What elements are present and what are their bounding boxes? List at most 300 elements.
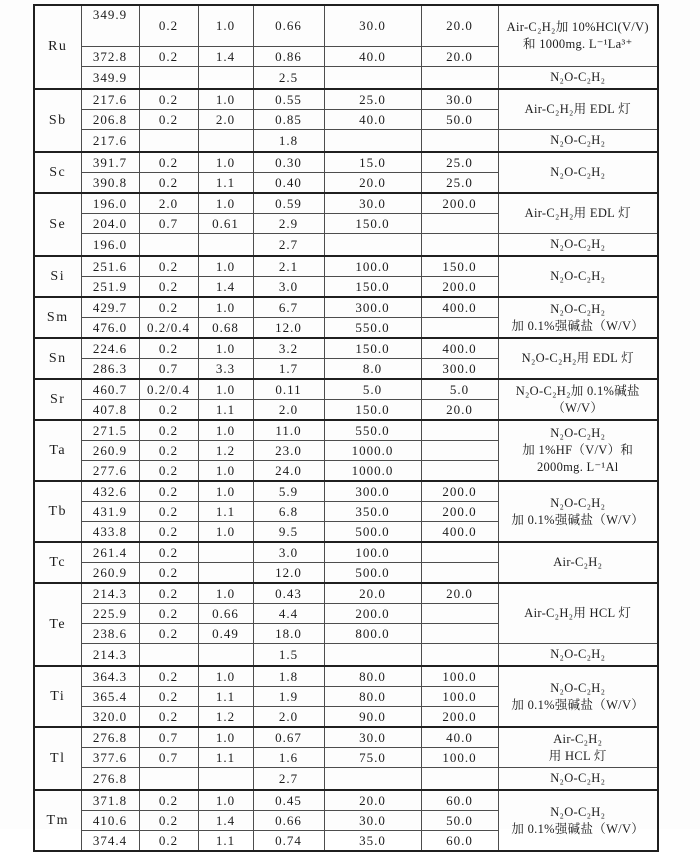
value-cell: 0.2 [139, 256, 198, 277]
element-parameters-table [33, 4, 659, 852]
value-cell [421, 624, 498, 644]
note-cell [498, 768, 658, 791]
value-cell: 400.0 [421, 522, 498, 543]
value-cell: 1.0 [198, 790, 253, 811]
value-cell: 500.0 [324, 522, 421, 543]
value-cell: 5.0 [421, 379, 498, 400]
note-line: N₂O-C₂H₂ [550, 680, 606, 695]
value-cell [324, 644, 421, 667]
value-cell: 0.61 [198, 214, 253, 234]
note-line: 2000mg. L⁻¹Al [536, 460, 619, 474]
value-cell: 20.0 [324, 583, 421, 604]
value-cell: 800.0 [324, 624, 421, 644]
value-cell: 40.0 [324, 47, 421, 67]
note-line: Air-C₂H₂ [553, 555, 603, 569]
element-symbol: Tl [34, 727, 81, 790]
value-cell: 1.4 [198, 811, 253, 831]
value-cell: 5.9 [253, 481, 324, 502]
value-cell: 1.1 [198, 748, 253, 768]
note-line: 加 0.1%强碱盐（W/V） [511, 512, 645, 527]
note-line: 加 1%HF（V/V）和 [522, 443, 634, 457]
value-cell: 2.0 [253, 400, 324, 421]
note-cell [498, 583, 658, 644]
wavelength-cell: 374.4 [81, 831, 139, 852]
value-cell: 12.0 [253, 318, 324, 339]
note-line: N₂O-C₂H₂ [550, 804, 606, 819]
value-cell [421, 214, 498, 234]
value-cell: 200.0 [421, 707, 498, 728]
note-cell [498, 89, 658, 130]
value-cell [198, 542, 253, 563]
element-symbol: Si [34, 256, 81, 297]
value-cell [198, 768, 253, 791]
value-cell [324, 768, 421, 791]
value-cell [324, 130, 421, 153]
value-cell: 0.2 [139, 338, 198, 359]
value-cell [421, 234, 498, 257]
note-line: N₂O-C₂H₂ [550, 165, 606, 179]
value-cell: 0.66 [253, 5, 324, 47]
value-cell: 1.1 [198, 687, 253, 707]
value-cell [421, 542, 498, 563]
wavelength-cell: 365.4 [81, 687, 139, 707]
value-cell: 3.0 [253, 542, 324, 563]
note-line: N₂O-C₂H₂ [550, 771, 606, 785]
value-cell [421, 420, 498, 441]
value-cell [421, 130, 498, 153]
value-cell: 1.0 [198, 152, 253, 173]
value-cell: 550.0 [324, 420, 421, 441]
note-line: 加 0.1%强碱盐（W/V） [511, 318, 645, 333]
value-cell [139, 234, 198, 257]
wavelength-cell: 260.9 [81, 563, 139, 584]
value-cell [198, 234, 253, 257]
value-cell [421, 644, 498, 667]
value-cell: 0.2 [139, 297, 198, 318]
note-cell [498, 666, 658, 727]
note-line: 加 0.1%强碱盐（W/V） [511, 821, 645, 836]
value-cell: 1.0 [198, 583, 253, 604]
value-cell: 2.9 [253, 214, 324, 234]
value-cell: 1.0 [198, 727, 253, 748]
value-cell: 2.7 [253, 234, 324, 257]
element-symbol: Tc [34, 542, 81, 583]
value-cell: 0.7 [139, 748, 198, 768]
value-cell: 1.0 [198, 420, 253, 441]
value-cell: 0.2 [139, 400, 198, 421]
value-cell: 11.0 [253, 420, 324, 441]
value-cell: 4.4 [253, 604, 324, 624]
value-cell: 0.2 [139, 666, 198, 687]
value-cell: 18.0 [253, 624, 324, 644]
value-cell: 30.0 [324, 5, 421, 47]
value-cell: 1000.0 [324, 441, 421, 461]
value-cell: 0.86 [253, 47, 324, 67]
table-row [34, 152, 658, 173]
wavelength-cell: 320.0 [81, 707, 139, 728]
value-cell: 1.1 [198, 831, 253, 852]
value-cell: 3.3 [198, 359, 253, 380]
value-cell: 20.0 [421, 583, 498, 604]
value-cell [198, 130, 253, 153]
note-line: N₂O-C₂H₂ [550, 269, 606, 283]
value-cell: 80.0 [324, 687, 421, 707]
value-cell: 1.0 [198, 461, 253, 482]
note-cell [498, 727, 658, 768]
value-cell [324, 67, 421, 90]
value-cell: 3.0 [253, 277, 324, 298]
value-cell: 50.0 [421, 110, 498, 130]
value-cell: 0.68 [198, 318, 253, 339]
note-line: Air-C₂H₂ [553, 731, 603, 746]
wavelength-cell: 214.3 [81, 583, 139, 604]
table-row [34, 790, 658, 811]
value-cell: 0.2 [139, 790, 198, 811]
value-cell: 0.2 [139, 89, 198, 110]
value-cell: 0.2 [139, 583, 198, 604]
note-line: N₂O-C₂H₂ [550, 237, 606, 251]
table-row [34, 5, 658, 47]
value-cell: 0.2 [139, 687, 198, 707]
value-cell: 0.2 [139, 110, 198, 130]
wavelength-cell: 217.6 [81, 89, 139, 110]
value-cell: 0.2 [139, 811, 198, 831]
note-cell [498, 5, 658, 67]
wavelength-cell: 364.3 [81, 666, 139, 687]
value-cell: 25.0 [421, 152, 498, 173]
value-cell: 0.30 [253, 152, 324, 173]
note-cell [498, 790, 658, 851]
value-cell: 0.74 [253, 831, 324, 852]
wavelength-cell: 390.8 [81, 173, 139, 194]
value-cell: 0.2 [139, 522, 198, 543]
element-symbol: Sb [34, 89, 81, 152]
value-cell: 2.0 [253, 707, 324, 728]
table-row [34, 644, 658, 667]
element-symbol: Sc [34, 152, 81, 193]
value-cell: 200.0 [421, 481, 498, 502]
wavelength-cell: 371.8 [81, 790, 139, 811]
value-cell: 0.43 [253, 583, 324, 604]
value-cell: 24.0 [253, 461, 324, 482]
value-cell: 80.0 [324, 666, 421, 687]
wavelength-cell: 349.9 [81, 5, 139, 47]
note-cell [498, 152, 658, 193]
value-cell: 0.66 [198, 604, 253, 624]
value-cell: 0.49 [198, 624, 253, 644]
wavelength-cell: 286.3 [81, 359, 139, 380]
note-line: 用 HCL 灯 [548, 748, 607, 763]
value-cell: 0.2 [139, 563, 198, 584]
note-cell [498, 542, 658, 583]
value-cell: 60.0 [421, 831, 498, 852]
value-cell: 20.0 [324, 790, 421, 811]
value-cell: 1.0 [198, 193, 253, 214]
wavelength-cell: 349.9 [81, 67, 139, 90]
value-cell: 150.0 [324, 277, 421, 298]
value-cell: 200.0 [421, 277, 498, 298]
wavelength-cell: 432.6 [81, 481, 139, 502]
table-row [34, 481, 658, 502]
value-cell: 400.0 [421, 297, 498, 318]
wavelength-cell: 460.7 [81, 379, 139, 400]
element-symbol: Sr [34, 379, 81, 420]
element-symbol: Ta [34, 420, 81, 481]
note-cell [498, 644, 658, 667]
value-cell: 150.0 [324, 400, 421, 421]
wavelength-cell: 276.8 [81, 768, 139, 791]
value-cell: 1.0 [198, 5, 253, 47]
element-symbol: Se [34, 193, 81, 256]
table-row [34, 193, 658, 214]
value-cell: 40.0 [421, 727, 498, 748]
value-cell: 400.0 [421, 338, 498, 359]
table-row [34, 379, 658, 400]
value-cell: 90.0 [324, 707, 421, 728]
value-cell: 0.2 [139, 461, 198, 482]
value-cell: 1.8 [253, 666, 324, 687]
wavelength-cell: 391.7 [81, 152, 139, 173]
value-cell: 12.0 [253, 563, 324, 584]
table-row [34, 727, 658, 748]
value-cell: 1000.0 [324, 461, 421, 482]
value-cell [421, 67, 498, 90]
value-cell: 20.0 [324, 173, 421, 194]
note-cell [498, 379, 658, 420]
element-symbol: Tb [34, 481, 81, 542]
value-cell [139, 768, 198, 791]
value-cell [198, 644, 253, 667]
value-cell: 0.2 [139, 542, 198, 563]
value-cell: 25.0 [421, 173, 498, 194]
element-symbol: Ti [34, 666, 81, 727]
value-cell: 100.0 [324, 256, 421, 277]
value-cell: 1.0 [198, 481, 253, 502]
note-cell [498, 234, 658, 257]
value-cell: 3.2 [253, 338, 324, 359]
value-cell: 0.2 [139, 441, 198, 461]
value-cell: 0.67 [253, 727, 324, 748]
value-cell: 30.0 [324, 193, 421, 214]
note-cell [498, 338, 658, 379]
note-cell [498, 297, 658, 338]
value-cell [421, 768, 498, 791]
value-cell: 0.2/0.4 [139, 379, 198, 400]
value-cell: 1.1 [198, 173, 253, 194]
value-cell: 0.2/0.4 [139, 318, 198, 339]
wavelength-cell: 476.0 [81, 318, 139, 339]
value-cell: 1.0 [198, 89, 253, 110]
value-cell: 0.2 [139, 173, 198, 194]
wavelength-cell: 410.6 [81, 811, 139, 831]
value-cell: 0.7 [139, 214, 198, 234]
wavelength-cell: 372.8 [81, 47, 139, 67]
wavelength-cell: 260.9 [81, 441, 139, 461]
wavelength-cell: 214.3 [81, 644, 139, 667]
value-cell: 1.2 [198, 441, 253, 461]
table-row [34, 67, 658, 90]
value-cell: 30.0 [324, 811, 421, 831]
value-cell: 2.7 [253, 768, 324, 791]
note-cell [498, 256, 658, 297]
wavelength-cell: 261.4 [81, 542, 139, 563]
note-line: N₂O-C₂H₂用 EDL 灯 [521, 351, 634, 365]
value-cell: 1.0 [198, 297, 253, 318]
table-row [34, 338, 658, 359]
value-cell: 0.55 [253, 89, 324, 110]
value-cell: 0.2 [139, 277, 198, 298]
value-cell [198, 67, 253, 90]
table-row [34, 130, 658, 153]
element-symbol: Tm [34, 790, 81, 851]
value-cell: 2.1 [253, 256, 324, 277]
value-cell: 0.2 [139, 47, 198, 67]
note-line: N₂O-C₂H₂ [550, 495, 606, 510]
note-line: （W/V） [552, 400, 604, 415]
table-row [34, 297, 658, 318]
value-cell: 200.0 [421, 193, 498, 214]
note-line: N₂O-C₂H₂ [550, 647, 606, 661]
wavelength-cell: 224.6 [81, 338, 139, 359]
note-line: N₂O-C₂H₂ [550, 426, 606, 440]
value-cell: 1.7 [253, 359, 324, 380]
value-cell: 150.0 [421, 256, 498, 277]
value-cell: 300.0 [324, 481, 421, 502]
value-cell: 25.0 [324, 89, 421, 110]
wavelength-cell: 238.6 [81, 624, 139, 644]
value-cell: 0.2 [139, 624, 198, 644]
value-cell: 30.0 [421, 89, 498, 110]
note-line: N₂O-C₂H₂ [550, 133, 606, 147]
value-cell [139, 67, 198, 90]
note-line: 和 1000mg. L⁻¹La³⁺ [523, 37, 633, 51]
wavelength-cell: 277.6 [81, 461, 139, 482]
value-cell: 100.0 [324, 542, 421, 563]
value-cell: 0.66 [253, 811, 324, 831]
value-cell: 500.0 [324, 563, 421, 584]
note-cell [498, 481, 658, 542]
element-symbol: Te [34, 583, 81, 666]
wavelength-cell: 206.8 [81, 110, 139, 130]
value-cell: 1.6 [253, 748, 324, 768]
wavelength-cell: 217.6 [81, 130, 139, 153]
wavelength-cell: 377.6 [81, 748, 139, 768]
value-cell: 0.7 [139, 727, 198, 748]
wavelength-cell: 196.0 [81, 234, 139, 257]
wavelength-cell: 433.8 [81, 522, 139, 543]
value-cell: 23.0 [253, 441, 324, 461]
value-cell: 6.7 [253, 297, 324, 318]
element-symbol: Sn [34, 338, 81, 379]
note-line: Air-C₂H₂加 10%HCl(V/V) [506, 20, 649, 34]
note-line: N₂O-C₂H₂加 0.1%碱盐 [515, 383, 640, 398]
value-cell: 60.0 [421, 790, 498, 811]
wavelength-cell: 251.9 [81, 277, 139, 298]
value-cell: 0.2 [139, 831, 198, 852]
value-cell: 1.0 [198, 666, 253, 687]
note-line: Air-C₂H₂用 HCL 灯 [524, 606, 632, 620]
wavelength-cell: 431.9 [81, 502, 139, 522]
table-row [34, 256, 658, 277]
value-cell [421, 461, 498, 482]
wavelength-cell: 204.0 [81, 214, 139, 234]
value-cell: 1.0 [198, 256, 253, 277]
element-symbol: Ru [34, 5, 81, 89]
value-cell [421, 563, 498, 584]
wavelength-cell: 196.0 [81, 193, 139, 214]
value-cell: 0.45 [253, 790, 324, 811]
wavelength-cell: 271.5 [81, 420, 139, 441]
value-cell: 0.40 [253, 173, 324, 194]
value-cell [421, 604, 498, 624]
note-line: N₂O-C₂H₂ [550, 301, 606, 316]
value-cell: 50.0 [421, 811, 498, 831]
table-row [34, 420, 658, 441]
value-cell: 1.1 [198, 400, 253, 421]
value-cell: 2.0 [198, 110, 253, 130]
value-cell: 1.4 [198, 277, 253, 298]
note-cell [498, 67, 658, 90]
value-cell: 9.5 [253, 522, 324, 543]
value-cell: 1.4 [198, 47, 253, 67]
value-cell: 2.5 [253, 67, 324, 90]
value-cell [421, 318, 498, 339]
value-cell: 150.0 [324, 214, 421, 234]
value-cell: 300.0 [324, 297, 421, 318]
element-symbol: Sm [34, 297, 81, 338]
wavelength-cell: 429.7 [81, 297, 139, 318]
value-cell: 1.8 [253, 130, 324, 153]
wavelength-cell: 407.8 [81, 400, 139, 421]
value-cell: 0.2 [139, 152, 198, 173]
value-cell: 0.7 [139, 359, 198, 380]
value-cell: 300.0 [421, 359, 498, 380]
note-cell [498, 130, 658, 153]
value-cell: 5.0 [324, 379, 421, 400]
wavelength-cell: 251.6 [81, 256, 139, 277]
table-row [34, 234, 658, 257]
note-line: Air-C₂H₂用 EDL 灯 [524, 206, 631, 220]
value-cell [198, 563, 253, 584]
value-cell: 15.0 [324, 152, 421, 173]
value-cell: 350.0 [324, 502, 421, 522]
value-cell: 1.0 [198, 522, 253, 543]
value-cell: 40.0 [324, 110, 421, 130]
value-cell: 75.0 [324, 748, 421, 768]
note-cell [498, 420, 658, 481]
value-cell: 20.0 [421, 47, 498, 67]
value-cell [139, 644, 198, 667]
table-row [34, 583, 658, 604]
note-cell [498, 193, 658, 234]
value-cell: 0.2 [139, 5, 198, 47]
value-cell [324, 234, 421, 257]
table-row [34, 542, 658, 563]
wavelength-cell: 225.9 [81, 604, 139, 624]
value-cell: 0.59 [253, 193, 324, 214]
value-cell: 20.0 [421, 400, 498, 421]
value-cell: 550.0 [324, 318, 421, 339]
value-cell: 0.2 [139, 502, 198, 522]
value-cell: 1.0 [198, 338, 253, 359]
value-cell: 2.0 [139, 193, 198, 214]
value-cell: 100.0 [421, 666, 498, 687]
value-cell: 1.5 [253, 644, 324, 667]
value-cell: 150.0 [324, 338, 421, 359]
value-cell: 0.2 [139, 604, 198, 624]
value-cell: 0.2 [139, 707, 198, 728]
value-cell: 100.0 [421, 748, 498, 768]
